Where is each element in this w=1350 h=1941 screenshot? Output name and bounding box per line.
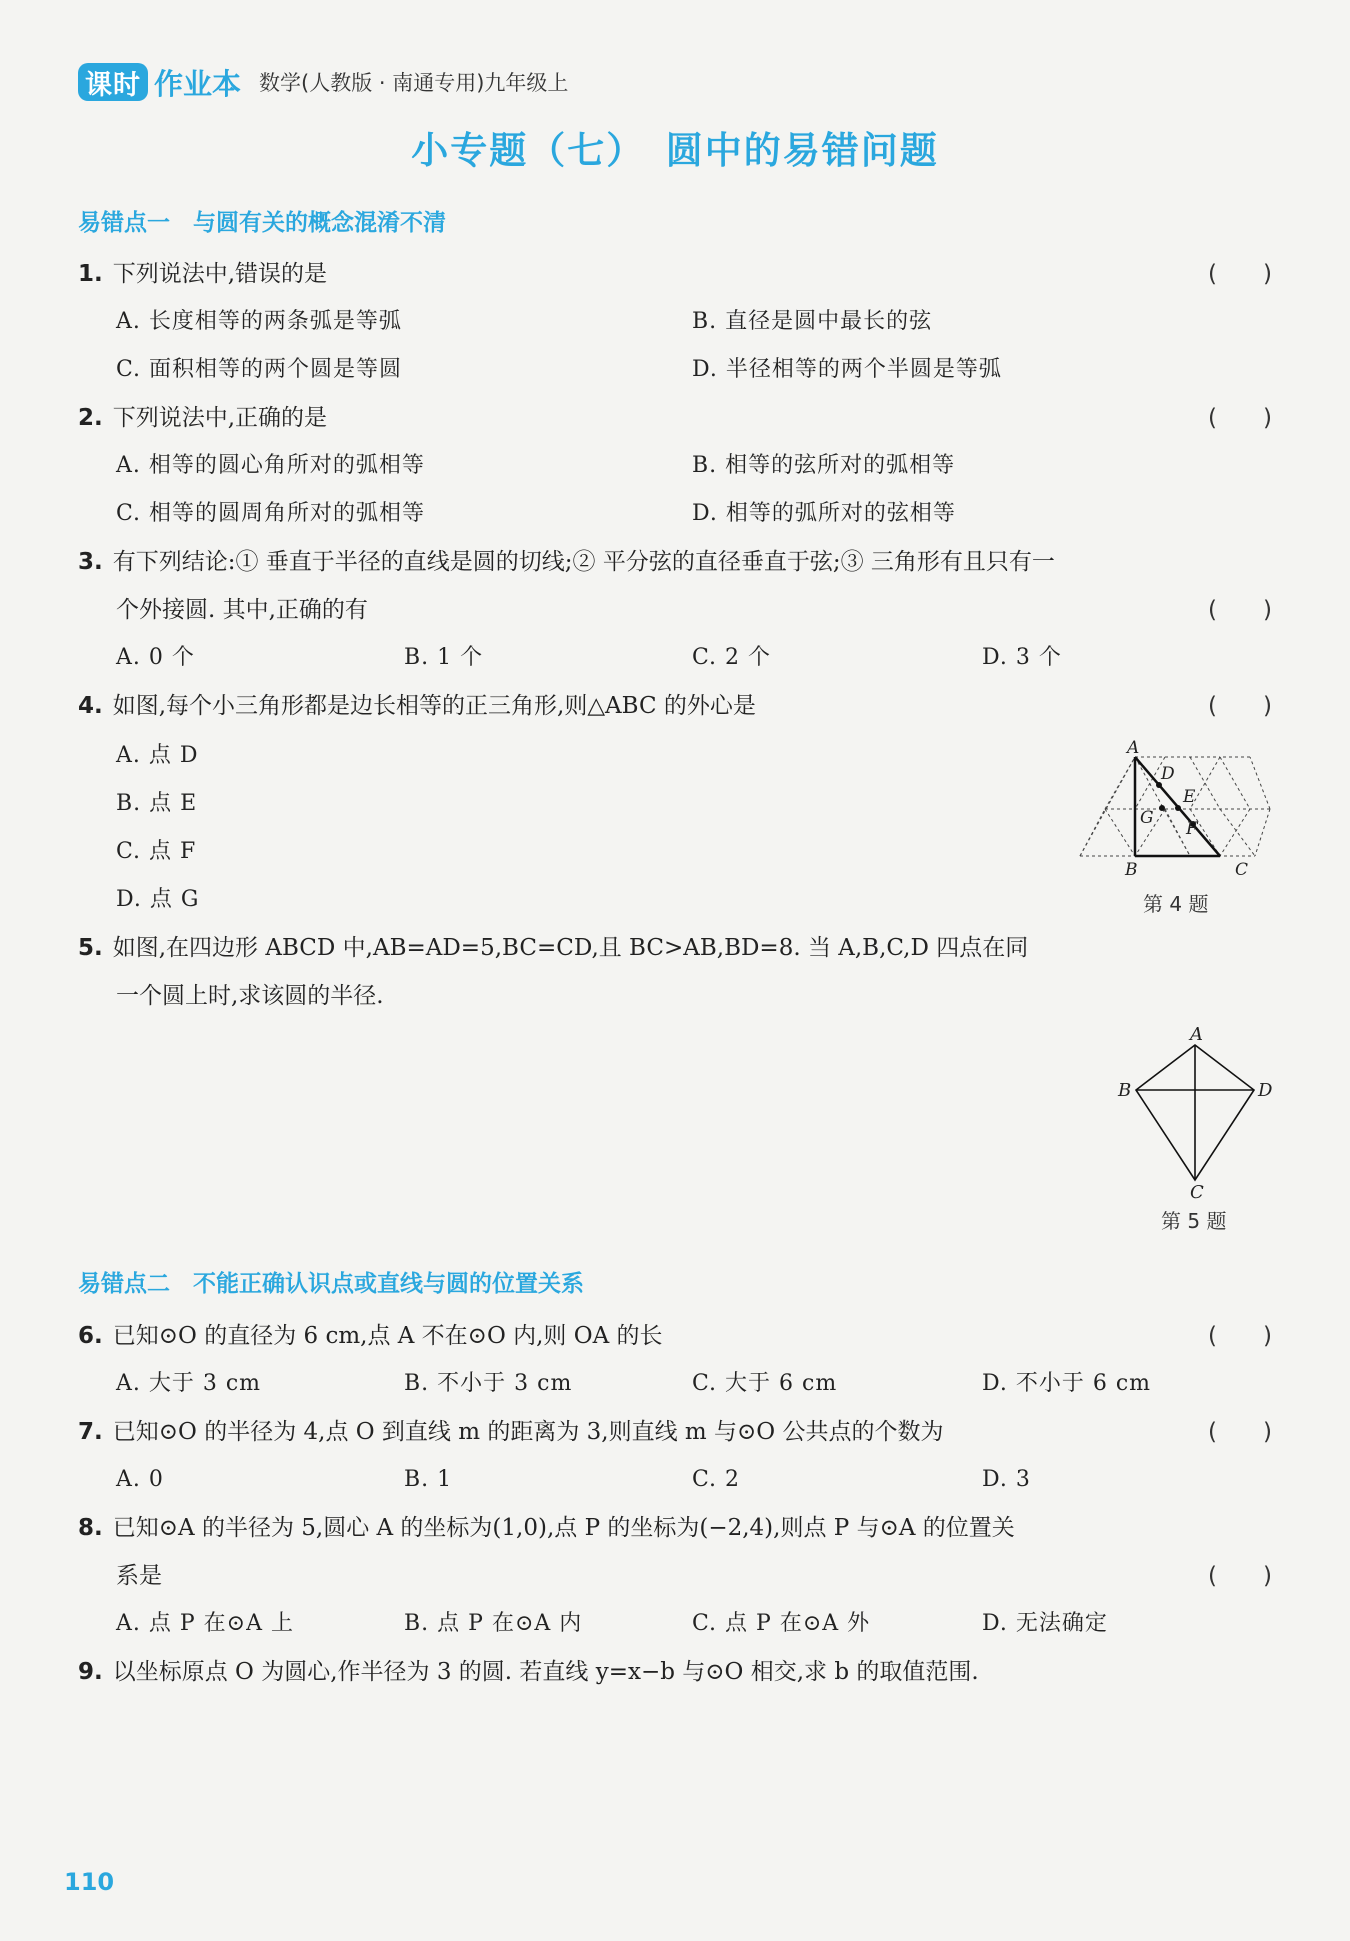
option-1c: C. 面积相等的两个圆是等圆 [116, 357, 403, 382]
question-8-line-2: 系是 [116, 1563, 162, 1589]
question-7 [78, 1416, 943, 1448]
label-e: E [1183, 787, 1196, 807]
question-number: 1. [78, 261, 103, 287]
question-text: 下列说法中,错误的是 [112, 261, 328, 287]
question-3 [78, 546, 1055, 578]
figure-5-quadrilateral [1110, 1025, 1280, 1200]
option-4b: B. 点 E [116, 791, 198, 816]
question-text: 以坐标原点 O 为圆心,作半径为 3 的圆. 若直线 y=x−b 与⊙O 相交,求 b 的取值范围. [112, 1659, 979, 1685]
option-6b: B. 不小于 3 cm [404, 1371, 573, 1396]
option-6a: A. 大于 3 cm [116, 1371, 262, 1396]
question-1 [78, 258, 327, 290]
answer-bracket-6: ( ) [1208, 1323, 1272, 1349]
option-2d: D. 相等的弧所对的弦相等 [692, 501, 956, 526]
label-g: G [1140, 808, 1154, 828]
question-4 [78, 690, 756, 722]
question-text: 有下列结论:① 垂直于半径的直线是圆的切线;② 平分弦的直径垂直于弦;③ 三角形有且只有一 [112, 549, 1055, 575]
option-3a: A. 0 个 [116, 645, 195, 670]
label-c: C [1190, 1182, 1204, 1200]
question-number: 5. [78, 935, 103, 961]
option-8a: A. 点 P 在⊙A 上 [116, 1611, 294, 1636]
question-text: 已知⊙O 的直径为 6 cm,点 A 不在⊙O 内,则 OA 的长 [112, 1323, 663, 1349]
question-number: 8. [78, 1515, 103, 1541]
question-number: 9. [78, 1659, 103, 1685]
question-text: 如图,每个小三角形都是边长相等的正三角形,则△ABC 的外心是 [112, 693, 756, 719]
question-5 [78, 932, 1028, 964]
answer-bracket-4: ( ) [1208, 693, 1272, 719]
label-a: A [1127, 740, 1140, 758]
option-7b: B. 1 [404, 1467, 453, 1492]
logo-badge: 课时 [78, 63, 148, 101]
label-c: C [1235, 860, 1249, 880]
label-d: D [1161, 764, 1175, 784]
figure-4-caption: 第 4 题 [1143, 892, 1209, 916]
option-8d: D. 无法确定 [982, 1611, 1108, 1636]
label-a: A [1190, 1025, 1203, 1045]
question-9 [78, 1656, 979, 1688]
question-text: 如图,在四边形 ABCD 中,AB=AD=5,BC=CD,且 BC>AB,BD=8. 当 A,B,C,D 四点在同 [112, 935, 1029, 961]
answer-bracket-1: ( ) [1208, 261, 1272, 287]
option-7d: D. 3 [982, 1467, 1031, 1492]
section-heading-2: 易错点二 不能正确认识点或直线与圆的位置关系 [78, 1271, 584, 1297]
option-6d: D. 不小于 6 cm [982, 1371, 1152, 1396]
question-number: 2. [78, 405, 103, 431]
label-f: F [1186, 819, 1198, 839]
page-number: 110 [64, 1868, 115, 1896]
question-text: 已知⊙O 的半径为 4,点 O 到直线 m 的距离为 3,则直线 m 与⊙O 公共点的个数为 [112, 1419, 944, 1445]
question-number: 3. [78, 549, 103, 575]
option-7a: A. 0 [116, 1467, 164, 1492]
page-title: 小专题（七） 圆中的易错问题 [411, 129, 939, 172]
option-2a: A. 相等的圆心角所对的弧相等 [116, 453, 425, 478]
option-8b: B. 点 P 在⊙A 内 [404, 1611, 583, 1636]
option-1d: D. 半径相等的两个半圆是等弧 [692, 357, 1002, 382]
section-heading-1: 易错点一 与圆有关的概念混淆不清 [78, 210, 446, 236]
question-text: 下列说法中,正确的是 [112, 405, 328, 431]
label-b: B [1118, 1080, 1132, 1101]
option-1a: A. 长度相等的两条弧是等弧 [116, 309, 402, 334]
label-d: D [1258, 1080, 1273, 1101]
question-number: 7. [78, 1419, 103, 1445]
figure-4-triangle-grid [1075, 740, 1280, 880]
option-7c: C. 2 [692, 1467, 741, 1492]
question-2 [78, 402, 327, 434]
label-b: B [1125, 860, 1138, 880]
book-logo [78, 62, 241, 103]
option-4d: D. 点 G [116, 887, 200, 912]
option-3b: B. 1 个 [404, 645, 484, 670]
question-number: 4. [78, 693, 103, 719]
answer-bracket-3: ( ) [1208, 597, 1272, 623]
question-3-line-2: 个外接圆. 其中,正确的有 [116, 597, 368, 623]
option-3c: C. 2 个 [692, 645, 772, 670]
answer-bracket-8: ( ) [1208, 1563, 1272, 1589]
figure-5-caption: 第 5 题 [1161, 1209, 1227, 1233]
question-5-line-2: 一个圆上时,求该圆的半径. [116, 983, 384, 1009]
option-6c: C. 大于 6 cm [692, 1371, 838, 1396]
option-1b: B. 直径是圆中最长的弦 [692, 309, 933, 334]
book-subtitle: 数学(人教版 · 南通专用)九年级上 [259, 71, 569, 95]
option-4c: C. 点 F [116, 839, 197, 864]
question-8 [78, 1512, 1015, 1544]
option-2b: B. 相等的弦所对的弧相等 [692, 453, 956, 478]
option-3d: D. 3 个 [982, 645, 1062, 670]
question-6 [78, 1320, 663, 1352]
question-text: 已知⊙A 的半径为 5,圆心 A 的坐标为(1,0),点 P 的坐标为(−2,4),则点 P 与⊙A 的位置关 [112, 1515, 1015, 1541]
option-2c: C. 相等的圆周角所对的弧相等 [116, 501, 426, 526]
answer-bracket-7: ( ) [1208, 1419, 1272, 1445]
logo-text: 作业本 [154, 66, 242, 101]
option-4a: A. 点 D [116, 743, 199, 768]
question-number: 6. [78, 1323, 103, 1349]
page-header [78, 62, 568, 102]
option-8c: C. 点 P 在⊙A 外 [692, 1611, 871, 1636]
answer-bracket-2: ( ) [1208, 405, 1272, 431]
